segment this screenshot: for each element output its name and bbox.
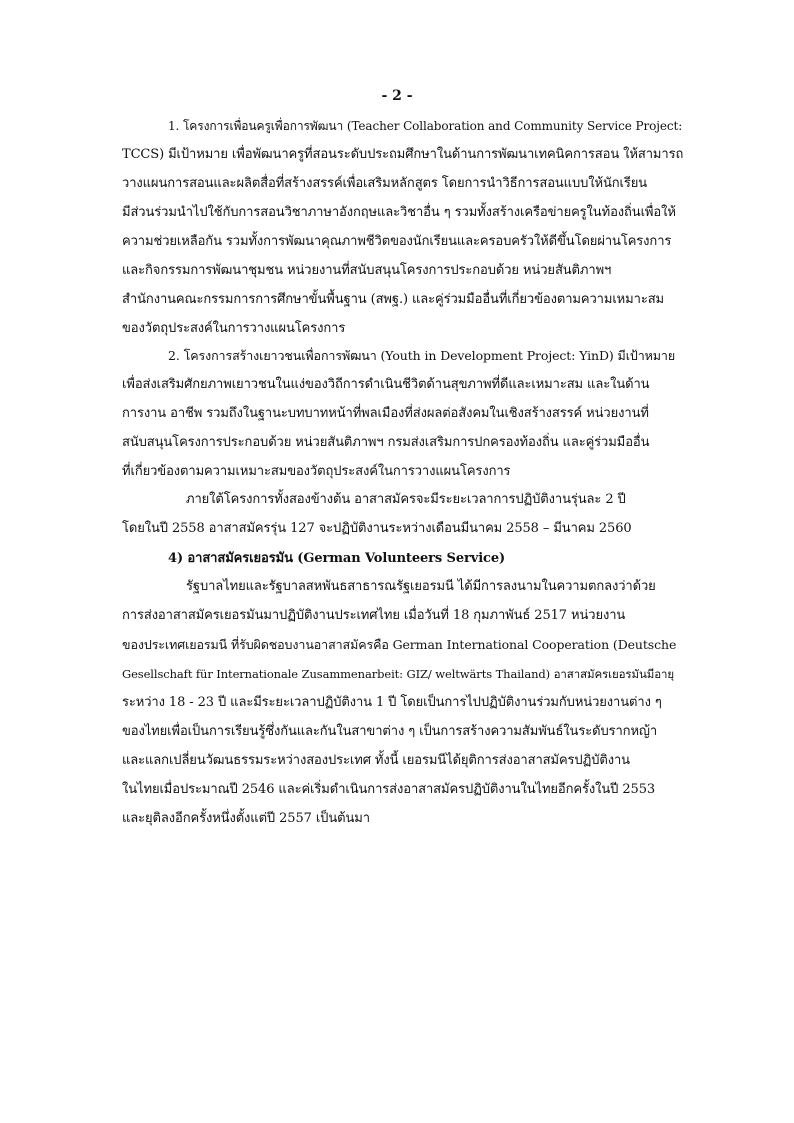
paragraph-tccs-line-2: TCCS) มีเป้าหมาย เพื่อพัฒนาครูที่สอนระดับประถมศึกษาในด้านการพัฒนาเทคนิคการสอน ให้สามารถ bbox=[122, 147, 684, 162]
page-number: - 2 - bbox=[381, 88, 413, 104]
paragraph-tccs-line-8: ของวัตถุประสงค์ในการวางแผนโครงการ bbox=[122, 321, 346, 336]
paragraph-yind-line-4: สนับสนุนโครงการประกอบด้วย หน่วยสันติภาพฯ กรมส่งเสริมการปกครองท้องถิ่น และคู่ร่วมมืออื่น bbox=[122, 435, 650, 450]
paragraph-german-line-3: ของประเทศเยอรมนี ที่รับผิดชอบงานอาสาสมัครคือ German International Cooperation (Deutsche bbox=[122, 637, 677, 652]
paragraph-duration-line-1: ภายใต้โครงการทั้งสองข้างต้น อาสาสมัครจะมีระยะเวลาการปฏิบัติงานรุ่นละ 2 ปี bbox=[186, 492, 626, 507]
paragraph-tccs-line-1: 1. โครงการเพื่อนครูเพื่อการพัฒนา (Teacher Collaboration and Community Service Project: bbox=[168, 119, 683, 133]
paragraph-german-line-4: Gesellschaft für Internationale Zusammenarbeit: GIZ/ weltwärts Thailand) อาสาสมัครเยอรมันมีอายุ bbox=[122, 667, 675, 681]
paragraph-tccs-line-7: สำนักงานคณะกรรมการการศึกษาขั้นพื้นฐาน (สพฐ.) และคู่ร่วมมืออื่นที่เกี่ยวข้องตามความเหมาะสม bbox=[122, 292, 665, 307]
paragraph-yind-line-2: เพื่อส่งเสริมศักยภาพเยาวชนในแง่ของวิถีการดำเนินชีวิตด้านสุขภาพที่ดีและเหมาะสม และในด้าน bbox=[122, 377, 650, 392]
paragraph-german-line-7: และแลกเปลี่ยนวัฒนธรรมระหว่างสองประเทศ ทั้งนี้ เยอรมนีได้ยุติการส่งอาสาสมัครปฏิบัติงาน bbox=[122, 753, 630, 768]
paragraph-german-line-6: ของไทยเพื่อเป็นการเรียนรู้ซึ่งกันและกันในสาขาต่าง ๆ เป็นการสร้างความสัมพันธ์ในระดับรากหญ้า bbox=[122, 724, 658, 739]
paragraph-yind-line-1: 2. โครงการสร้างเยาวชนเพื่อการพัฒนา (Youth in Development Project: YinD) มีเป้าหมาย bbox=[168, 348, 676, 363]
paragraph-german-line-1: รัฐบาลไทยและรัฐบาลสหพันธสาธารณรัฐเยอรมนี ได้มีการลงนามในความตกลงว่าด้วย bbox=[186, 579, 656, 594]
paragraph-tccs-line-6: และกิจกรรมการพัฒนาชุมชน หน่วยงานที่สนับสนุนโครงการประกอบด้วย หน่วยสันติภาพฯ bbox=[122, 263, 612, 278]
paragraph-german-line-9: และยุติลงอีกครั้งหนึ่งตั้งแต่ปี 2557 เป็นต้นมา bbox=[122, 811, 370, 826]
paragraph-tccs-line-4: มีส่วนร่วมนำไปใช้กับการสอนวิชาภาษาอังกฤษและวิชาอื่น ๆ รวมทั้งสร้างเครือข่ายครูในท้องถิ่นเพื่อให้ bbox=[122, 205, 676, 220]
paragraph-german-line-2: การส่งอาสาสมัครเยอรมันมาปฏิบัติงานประเทศไทย เมื่อวันที่ 18 กุมภาพันธ์ 2517 หน่วยงาน bbox=[122, 608, 626, 623]
section-heading-german-volunteers: 4) อาสาสมัครเยอรมัน (German Volunteers Service) bbox=[168, 551, 506, 566]
paragraph-tccs-line-5: ความช่วยเหลือกัน รวมทั้งการพัฒนาคุณภาพชีวิตของนักเรียนและครอบครัวให้ดีขึ้นโดยผ่านโครงการ bbox=[122, 234, 672, 249]
paragraph-yind-line-3: การงาน อาชีพ รวมถึงในฐานะบทบาทหน้าที่พลเมืองที่ส่งผลต่อสังคมในเชิงสร้างสรรค์ หน่วยงานที่ bbox=[122, 406, 649, 421]
paragraph-german-line-5: ระหว่าง 18 - 23 ปี และมีระยะเวลาปฏิบัติงาน 1 ปี โดยเป็นการไปปฏิบัติงานร่วมกับหน่วยงานต่าง ๆ bbox=[122, 695, 662, 710]
paragraph-duration-line-2: โดยในปี 2558 อาสาสมัครรุ่น 127 จะปฏิบัติงานระหว่างเดือนมีนาคม 2558 – มีนาคม 2560 bbox=[122, 521, 632, 536]
paragraph-german-line-8: ในไทยเมื่อประมาณปี 2546 และค่เริ่มดำเนินการส่งอาสาสมัครปฏิบัติงานในไทยอีกครั้งในปี 2553 bbox=[122, 782, 656, 797]
paragraph-yind-line-5: ที่เกี่ยวข้องตามความเหมาะสมของวัตถุประสงค์ในการวางแผนโครงการ bbox=[122, 464, 511, 479]
paragraph-tccs-line-3: วางแผนการสอนและผลิตสื่อที่สร้างสรรค์เพื่อเสริมหลักสูตร โดยการนำวิธีการสอนแบบให้นักเรียน bbox=[122, 176, 648, 191]
